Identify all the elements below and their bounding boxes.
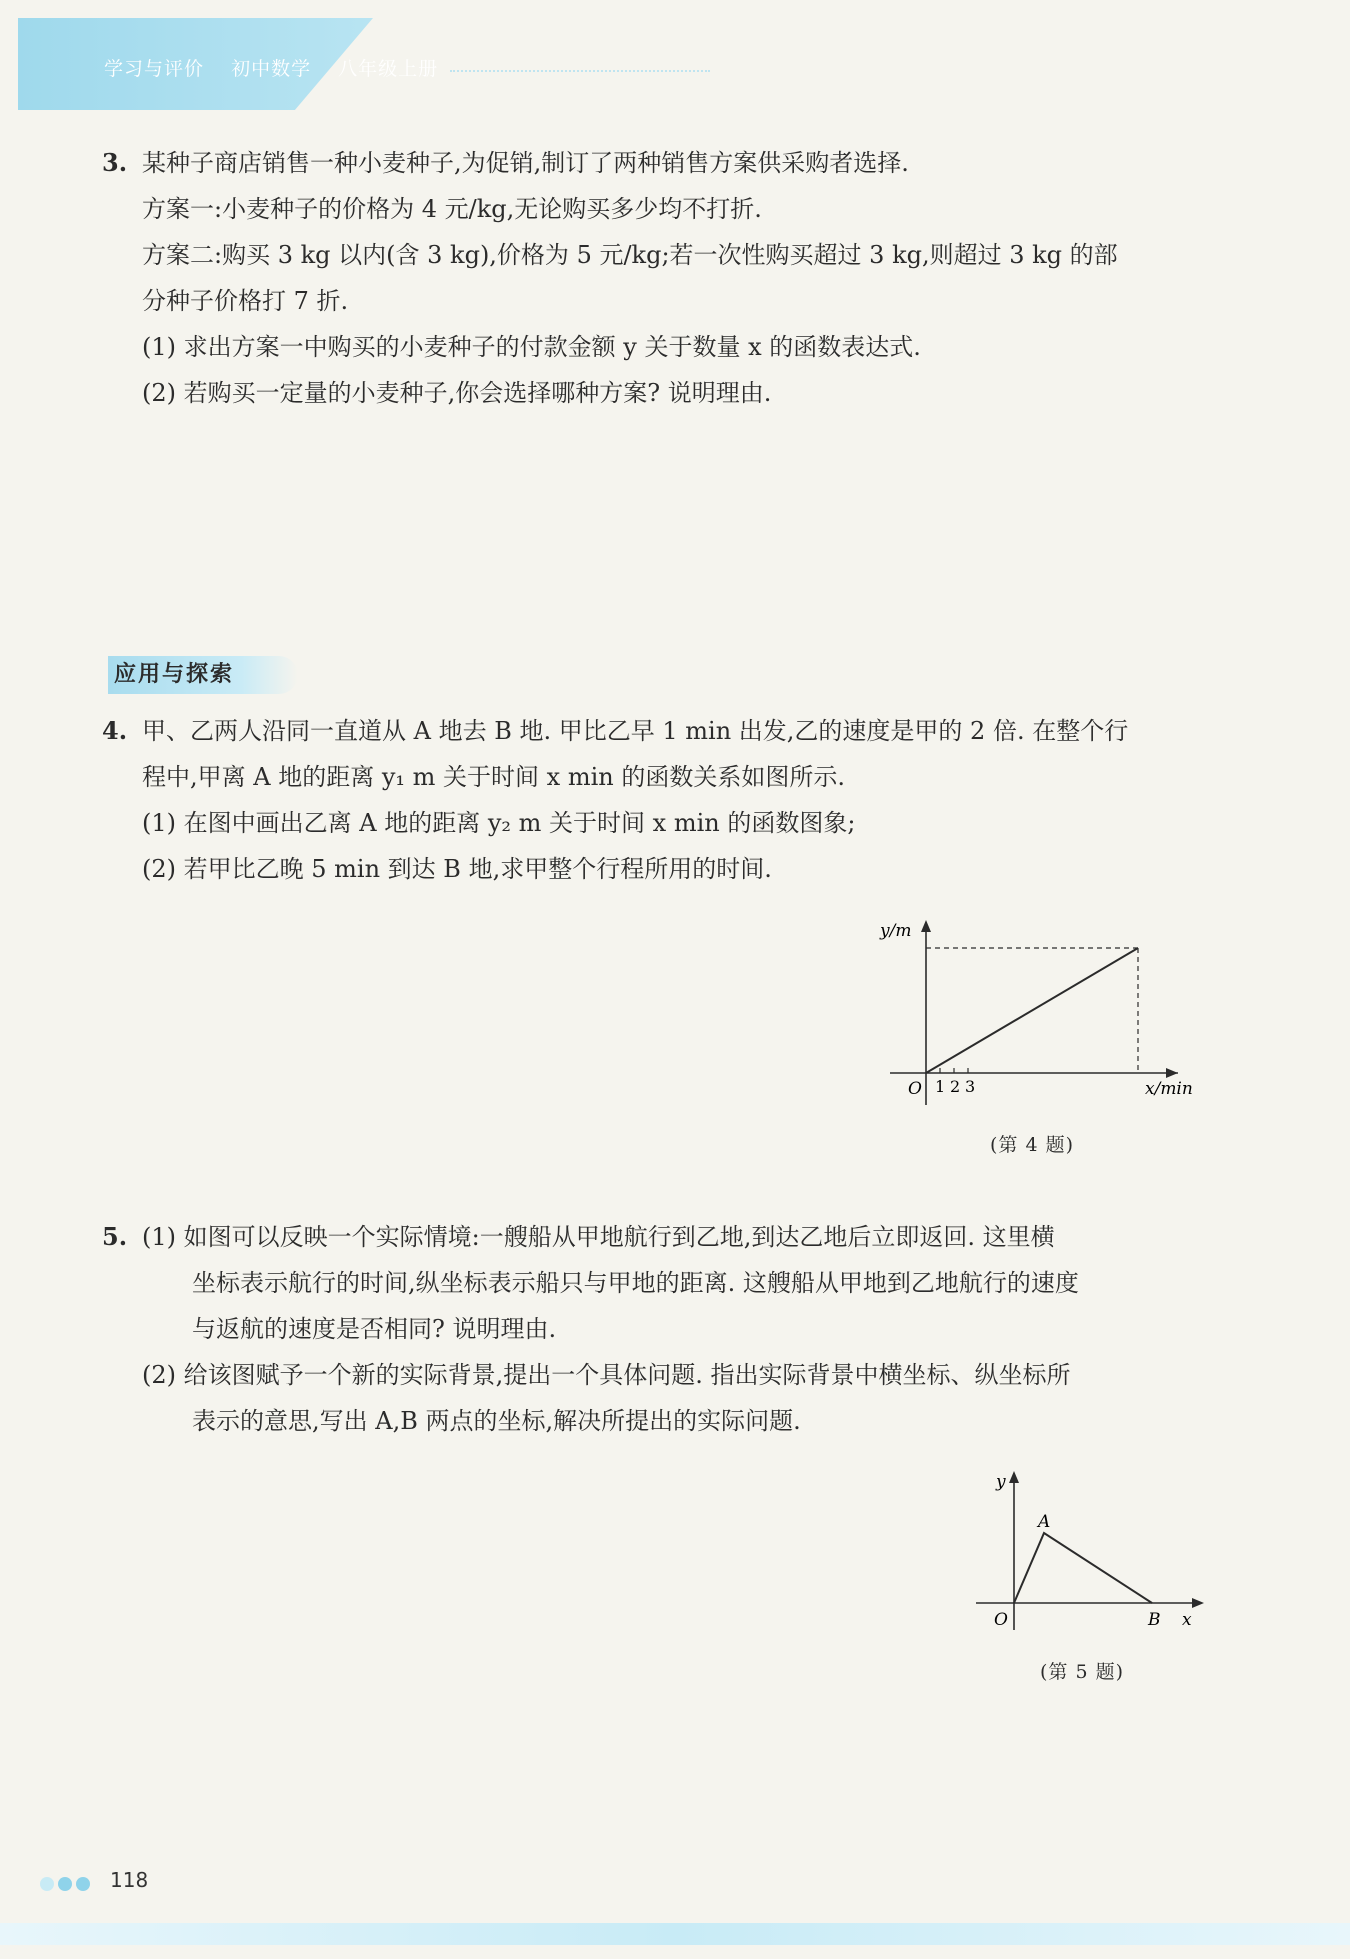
section-title: 应用与探索 [108, 656, 298, 694]
question-1: (1) 求出方案一中购买的小麦种子的付款金额 y 关于数量 x 的函数表达式. [142, 333, 921, 361]
question-1-line-2: 坐标表示航行的时间,纵坐标表示船只与甲地的距离. 这艘船从甲地到乙地航行的速度 [192, 1269, 1079, 1297]
question-2: (2) 若购买一定量的小麦种子,你会选择哪种方案? 说明理由. [142, 379, 772, 407]
trip-polyline [1014, 1533, 1152, 1603]
question-2: (2) 若甲比乙晚 5 min 到达 B 地,求甲整个行程所用的时间. [142, 855, 772, 883]
footer-dots [40, 1876, 94, 1895]
tick-label-1: 1 [935, 1077, 946, 1096]
problem-number: 3. [102, 148, 128, 177]
figure-4-caption: (第 4 题) [990, 1134, 1074, 1156]
problem-number: 4. [102, 716, 128, 745]
question-1-line-3: 与返航的速度是否相同? 说明理由. [192, 1315, 557, 1343]
tick-label-3: 3 [965, 1077, 976, 1096]
origin-label: O [994, 1610, 1008, 1630]
point-a-label: A [1038, 1512, 1051, 1532]
point-b-label: B [1148, 1610, 1161, 1630]
figure-5-graph [960, 1465, 1220, 1635]
question-2-line-1: (2) 给该图赋予一个新的实际背景,提出一个具体问题. 指出实际背景中横坐标、纵坐标所 [142, 1361, 1071, 1389]
footer-band [0, 1923, 1350, 1945]
tick-label-2: 2 [950, 1077, 961, 1096]
plan-1: 方案一:小麦种子的价格为 4 元/kg,无论购买多少均不打折. [142, 195, 762, 223]
series-title: 学习与评价 [104, 58, 205, 80]
x-axis-arrow [1192, 1598, 1204, 1608]
plan-2-line-2: 分种子价格打 7 折. [142, 287, 349, 315]
header-divider [450, 70, 710, 72]
problem-stem-line-1: 甲、乙两人沿同一直道从 A 地去 B 地. 甲比乙早 1 min 出发,乙的速度是甲的 2 倍. 在整个行 [142, 717, 1129, 745]
figure-5-caption: (第 5 题) [1040, 1661, 1124, 1683]
figure-4-graph [870, 910, 1220, 1110]
question-1-line-1: (1) 如图可以反映一个实际情境:一艘船从甲地航行到乙地,到达乙地后立即返回. 这里横 [142, 1223, 1055, 1251]
page-number: 118 [110, 1868, 149, 1892]
y1-line [926, 948, 1138, 1073]
y-axis-arrow [921, 920, 931, 932]
problem-stem: 某种子商店销售一种小麦种子,为促销,制订了两种销售方案供采购者选择. [142, 149, 909, 177]
subject-title: 初中数学 [231, 58, 312, 80]
y-axis-arrow [1009, 1471, 1019, 1483]
book-header [104, 54, 458, 81]
question-1: (1) 在图中画出乙离 A 地的距离 y₂ m 关于时间 x min 的函数图象; [142, 809, 856, 837]
problem-5 [102, 1214, 1079, 1444]
question-2-line-2: 表示的意思,写出 A,B 两点的坐标,解决所提出的实际问题. [192, 1407, 801, 1435]
x-axis-label: x [1182, 1610, 1192, 1630]
grade-title: 八年级上册 [338, 58, 439, 80]
problem-number: 5. [102, 1222, 128, 1251]
problem-stem-line-2: 程中,甲离 A 地的距离 y₁ m 关于时间 x min 的函数关系如图所示. [142, 763, 845, 791]
x-axis-arrow [1166, 1068, 1178, 1078]
origin-label: O [908, 1079, 922, 1099]
x-axis-label: x/min [1145, 1079, 1193, 1099]
plan-2-line-1: 方案二:购买 3 kg 以内(含 3 kg),价格为 5 元/kg;若一次性购买超过 3 kg,则超过 3 kg 的部 [142, 241, 1118, 269]
problem-3 [102, 140, 1118, 416]
y-axis-label: y [996, 1472, 1006, 1492]
problem-4 [102, 708, 1128, 892]
y-axis-label: y/m [880, 921, 912, 941]
